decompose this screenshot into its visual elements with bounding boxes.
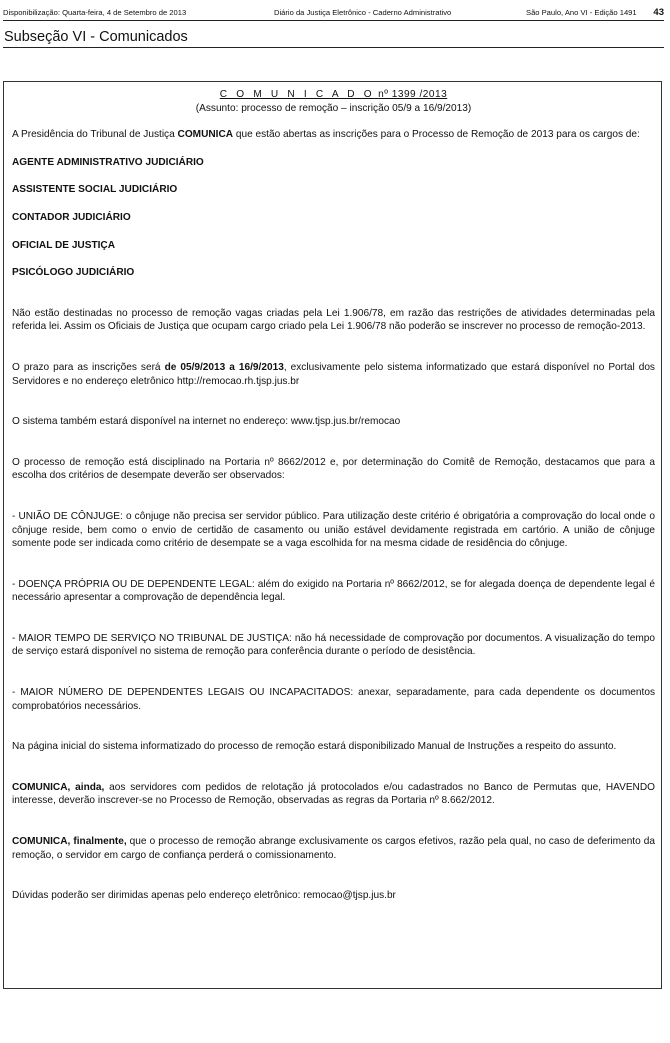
comunica-ainda-paragraph: COMUNICA, ainda, aos servidores com pedidos de relotação já protocolados e/ou cadastrados no Banco de Permutas que, HAVENDO interesse, deverão inscrever-se no Processo de Remoção, observadas as regras da Portaria nº 8.662/2012.	[12, 781, 655, 807]
cargo-item: OFICIAL DE JUSTIÇA	[12, 239, 116, 251]
portaria-paragraph: O processo de remoção está disciplinado na Portaria nº 8662/2012 e, por determinação do Comitê de Remoção, destacamos que para a escolha dos critérios de desempate deverão ser observados:	[12, 456, 655, 482]
comunicado-subtitle: (Assunto: processo de remoção – inscrição 05/9 a 16/9/2013)	[195, 102, 472, 114]
running-header	[3, 6, 664, 20]
header-divider	[3, 20, 664, 21]
tempo-servico-paragraph: - MAIOR TEMPO DE SERVIÇO NO TRIBUNAL DE JUSTIÇA: não há necessidade de comprovação por documentos. A visualização do tempo de serviço estará disponível no sistema de remoção para conferência durante o período de desistência.	[12, 632, 655, 658]
cargo-item: ASSISTENTE SOCIAL JUDICIÁRIO	[12, 184, 178, 196]
intro-paragraph: A Presidência do Tribunal de Justiça COMUNICA que estão abertas as inscrições para o Processo de Remoção de 2013 para os cargos de:	[12, 129, 640, 141]
publication-date: Disponibilização: Quarta-feira, 4 de Setembro de 2013	[3, 8, 187, 17]
manual-paragraph: Na página inicial do sistema informatizado do processo de remoção estará disponibilizado Manual de Instruções a respeito do assunto.	[12, 741, 617, 753]
section-title: Subseção VI - Comunicados	[4, 29, 188, 45]
duvidas-paragraph: Dúvidas poderão ser dirimidas apenas pelo endereço eletrônico: remocao@tjsp.jus.br	[12, 890, 396, 902]
section-divider	[3, 47, 664, 48]
uniao-conjuge-paragraph: - UNIÃO DE CÔNJUGE: o cônjuge não precisa ser servidor público. Para utilização deste critério é obrigatória a comprovação do local onde o cônjuge reside, bem como o envio de certidão de casamento ou união estável devidamente registrada em cartório. A união de cônjuge somente pode ser indicada como critério de desempate se a vaga escolhida for na mesma cidade de residência do cônjuge.	[12, 510, 655, 550]
cargo-item: AGENTE ADMINISTRATIVO JUDICIÁRIO	[12, 156, 204, 168]
comunicado-box	[3, 81, 662, 989]
comunica-finalmente-paragraph: COMUNICA, finalmente, que o processo de remoção abrange exclusivamente os cargos efetivos, razão pela qual, no caso de deferimento da remoção, o servidor em cargo de confiança perderá o comissionamento.	[12, 836, 655, 861]
edition-info: São Paulo, Ano VI - Edição 1491	[526, 8, 637, 17]
dependentes-paragraph: - MAIOR NÚMERO DE DEPENDENTES LEGAIS OU INCAPACITADOS: anexar, separadamente, para cada dependente os documentos comprobatórios necessários.	[12, 687, 655, 712]
cargo-item: CONTADOR JUDICIÁRIO	[12, 211, 131, 223]
doenca-paragraph: - DOENÇA PRÓPRIA OU DE DEPENDENTE LEGAL: além do exigido na Portaria nº 8662/2012, se for alegada doença de dependente legal é necessário apresentar a comprovação de dependência legal.	[12, 578, 655, 604]
page-number: 43	[653, 7, 664, 18]
cargo-item: PSICÓLOGO JUDICIÁRIO	[12, 267, 135, 279]
journal-name: Diário da Justiça Eletrônico - Caderno Administrativo	[274, 8, 452, 17]
sistema-paragraph: O sistema também estará disponível na internet no endereço: www.tjsp.jus.br/remocao	[12, 416, 401, 428]
comunicado-body	[12, 88, 655, 903]
prazo-paragraph: O prazo para as inscrições será de 05/9/2013 a 16/9/2013, exclusivamente pelo sistema informatizado que estará disponível no Portal dos Servidores e no endereço eletrônico http://remocao.rh.tjsp.jus.br	[12, 361, 655, 387]
vagas-paragraph: Não estão destinadas no processo de remoção vagas criadas pela Lei 1.906/78, em razão das restrições de atividades determinadas pela referida lei. Assim os Oficiais de Justiça que ocupam cargo criado pela Lei 1.906/78 não poderão se inscrever no processo de remoção-2013.	[12, 307, 655, 333]
comunicado-title: C O M U N I C A D O nº 1399 /2013	[219, 89, 448, 100]
